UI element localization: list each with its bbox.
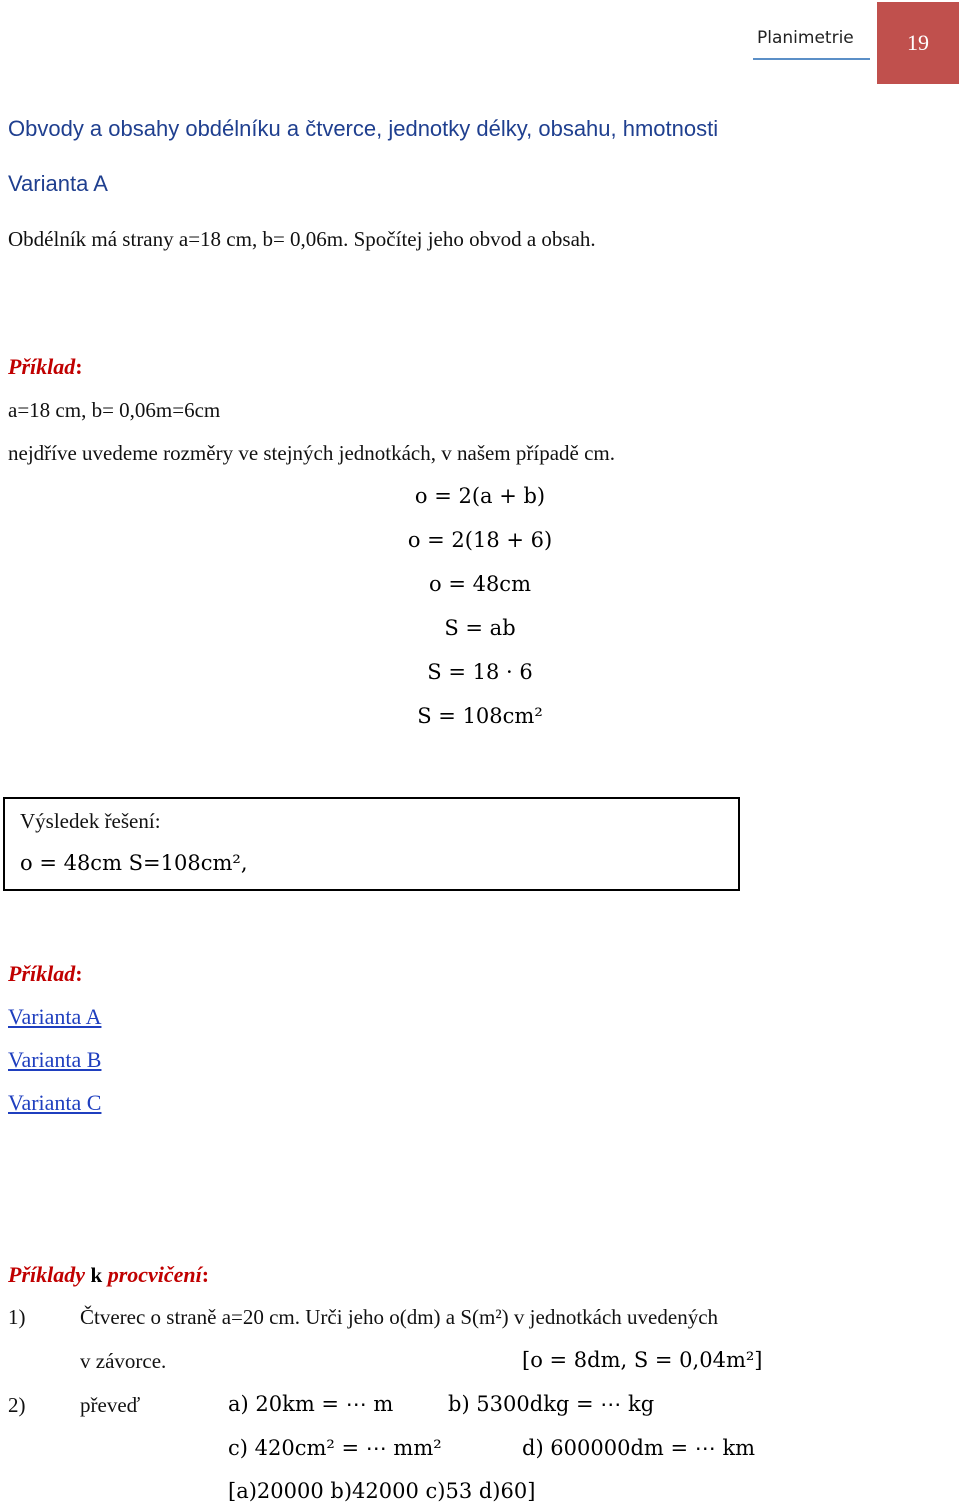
item2-a: a) 20km = ⋯ m: [228, 1392, 394, 1416]
item2-c: c) 420cm² = ⋯ mm²: [228, 1436, 442, 1460]
link-varianta-c[interactable]: Varianta C: [8, 1090, 102, 1115]
example1-line2: nejdříve uvedeme rozměry ve stejných jednotkách, v našem případě cm.: [8, 441, 616, 465]
result-label: Výsledek řešení:: [20, 809, 161, 833]
equation: o = 2(a + b): [414, 484, 546, 508]
practice-heading: Příklady k procvičení:: [8, 1262, 210, 1287]
example1-label: Příklad: [8, 354, 76, 379]
header-underline: [753, 58, 870, 60]
example2-label: Příklad: [8, 961, 76, 986]
item2-d: d) 600000dm = ⋯ km: [522, 1436, 756, 1460]
item1-text: Čtverec o straně a=20 cm. Urči jeho o(dm) a S(m²) v jednotkách uvedených: [80, 1305, 719, 1329]
item1-answer: [o = 8dm, S = 0,04m²]: [522, 1348, 763, 1372]
item1-number: 1): [8, 1305, 26, 1329]
link-varianta-b[interactable]: Varianta B: [8, 1047, 102, 1072]
page-title: Obvody a obsahy obdélníku a čtverce, jednotky délky, obsahu, hmotnosti: [8, 116, 719, 141]
equation: S = 18 · 6: [427, 660, 533, 684]
example1-heading: Příklad:: [8, 354, 83, 379]
practice-label-1: Příklady: [8, 1262, 85, 1287]
link-varianta-a[interactable]: Varianta A: [8, 1004, 102, 1029]
page-number: 19: [907, 30, 929, 55]
equation: S = ab: [444, 616, 516, 640]
item2-answer: [a)20000 b)42000 c)53 d)60]: [228, 1479, 536, 1503]
practice-label-2: k: [90, 1263, 103, 1287]
header-section-title: Planimetrie: [757, 28, 854, 48]
page-number-box: [877, 2, 959, 84]
item2-b: b) 5300dkg = ⋯ kg: [448, 1392, 655, 1416]
example1-line1: a=18 cm, b= 0,06m=6cm: [8, 398, 221, 422]
variant-heading: Varianta A: [8, 171, 108, 196]
equation: S = 108cm²: [417, 704, 543, 728]
example2-heading: Příklad:: [8, 961, 83, 986]
task-text: Obdélník má strany a=18 cm, b= 0,06m. Spočítej jeho obvod a obsah.: [8, 227, 596, 251]
result-box: [3, 797, 740, 891]
equation: o = 48cm: [429, 572, 531, 596]
result-value: o = 48cm S=108cm²,: [20, 851, 248, 875]
item2-number: 2): [8, 1393, 26, 1417]
item2-text: převeď: [80, 1393, 141, 1417]
equation: o = 2(18 + 6): [407, 528, 553, 552]
item1-text-cont: v závorce.: [80, 1349, 167, 1373]
practice-label-3: procvičení: [107, 1262, 202, 1287]
